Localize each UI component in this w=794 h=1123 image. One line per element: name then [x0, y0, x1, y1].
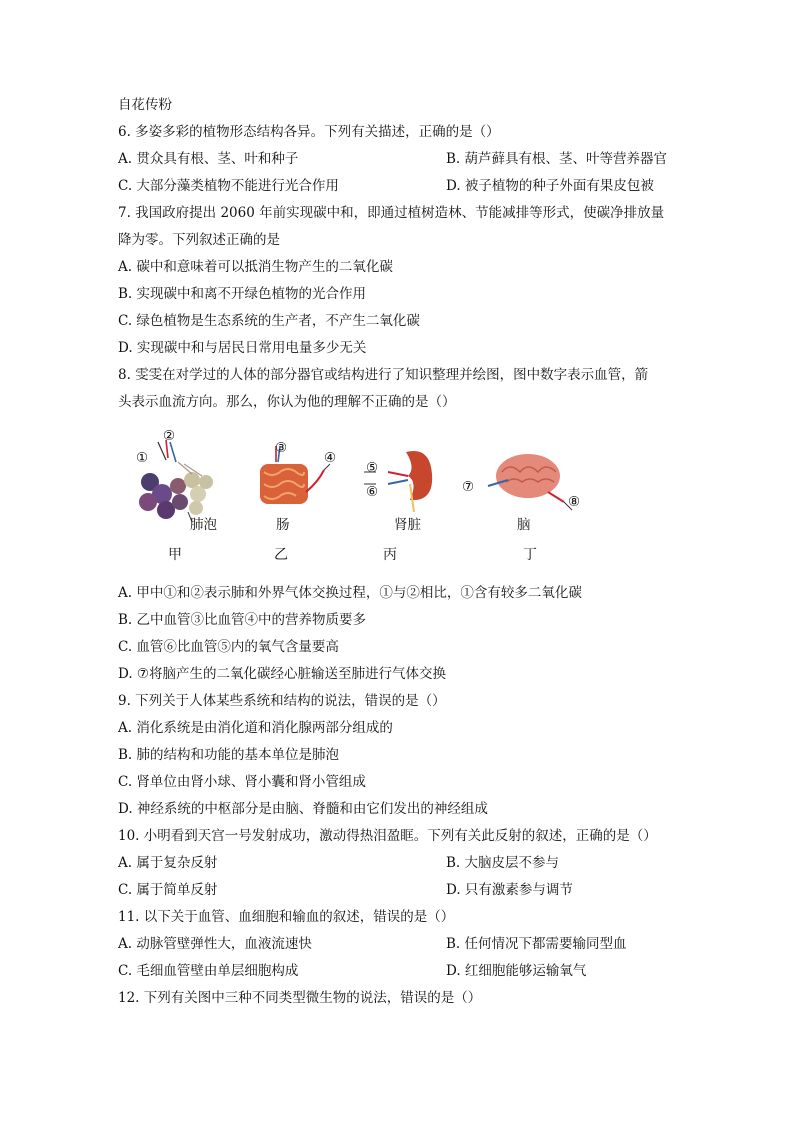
brain-illustration: [488, 454, 572, 510]
question-6: 6. 多姿多彩的植物形态结构各异。下列有关描述，正确的是（）: [118, 124, 500, 140]
question-12: 12. 下列有关图中三种不同类型微生物的说法，错误的是（）: [118, 990, 482, 1006]
label-3: ③: [275, 440, 288, 456]
question-11: 11. 以下关于血管、血细胞和输血的叙述，错误的是（）: [118, 909, 455, 925]
label-alveoli: 肺泡: [190, 517, 217, 533]
option-11c: C. 毛细血管壁由单层细胞构成: [118, 963, 299, 979]
option-7c: C. 绿色植物是生态系统的生产者，不产生二氧化碳: [118, 313, 420, 329]
label-intestine: 肠: [276, 517, 290, 533]
question-7: 7. 我国政府提出 2060 年前实现碳中和，即通过植树造林、节能减排等形式，使碳净排放量: [118, 205, 665, 221]
option-11d: D. 红细胞能够运输氧气: [446, 963, 587, 979]
label-kidney: 肾脏: [394, 517, 421, 533]
label-brain: 脑: [517, 517, 531, 533]
label-1: ①: [136, 450, 149, 466]
caption-yi: 乙: [274, 547, 288, 563]
option-8d: D. ⑦将脑产生的二氧化碳经心脏输送至肺进行气体交换: [118, 666, 447, 682]
caption-bing: 丙: [383, 547, 397, 563]
label-6: ⑥: [366, 484, 379, 500]
label-5: ⑤: [366, 460, 379, 476]
option-7a: A. 碳中和意味着可以抵消生物产生的二氧化碳: [118, 259, 393, 275]
option-7b: B. 实现碳中和离不开绿色植物的光合作用: [118, 286, 367, 302]
option-10b: B. 大脑皮层不参与: [446, 855, 560, 871]
option-9c: C. 肾单位由肾小球、肾小囊和肾小管组成: [118, 774, 366, 790]
option-11b: B. 任何情况下都需要输同型血: [446, 936, 627, 952]
option-6a: A. 贯众具有根、茎、叶和种子: [118, 151, 299, 167]
question-8: 8. 雯雯在对学过的人体的部分器官或结构进行了知识整理并绘图，图中数字表示血管，箭: [118, 367, 649, 383]
question-10: 10. 小明看到天宫一号发射成功，激动得热泪盈眶。下列有关此反射的叙述，正确的是（）: [118, 828, 657, 844]
text-line: 自花传粉: [118, 97, 172, 113]
organ-figure: [118, 422, 598, 572]
option-10c: C. 属于简单反射: [118, 882, 218, 898]
option-10a: A. 属于复杂反射: [118, 855, 218, 871]
option-9b: B. 肺的结构和功能的基本单位是肺泡: [118, 747, 340, 763]
question-9: 9. 下列关于人体某些系统和结构的说法，错误的是（）: [118, 693, 446, 709]
label-4: ④: [324, 450, 337, 466]
intestine-illustration: [260, 446, 330, 504]
option-6b: B. 葫芦藓具有根、茎、叶等营养器官: [446, 151, 668, 167]
caption-ding: 丁: [523, 547, 537, 563]
label-8: ⑧: [568, 494, 581, 510]
option-11a: A. 动脉管壁弹性大，血液流速快: [118, 936, 312, 952]
option-10d: D. 只有激素参与调节: [446, 882, 573, 898]
option-9a: A. 消化系统是由消化道和消化腺两部分组成的: [118, 720, 393, 736]
label-2: ②: [163, 428, 176, 444]
label-7: ⑦: [462, 479, 475, 495]
alveoli-illustration: [139, 440, 213, 522]
option-6c: C. 大部分藻类植物不能进行光合作用: [118, 178, 339, 194]
question-8-cont: 头表示血流方向。那么，你认为他的理解不正确的是（）: [118, 394, 456, 410]
option-8b: B. 乙中血管③比血管④中的营养物质要多: [118, 612, 367, 628]
option-7d: D. 实现碳中和与居民日常用电量多少无关: [118, 340, 367, 356]
option-8c: C. 血管⑥比血管⑤内的氧气含量要高: [118, 639, 339, 655]
option-6d: D. 被子植物的种子外面有果皮包被: [446, 178, 654, 194]
option-9d: D. 神经系统的中枢部分是由脑、脊髓和由它们发出的神经组成: [118, 801, 488, 817]
question-7-cont: 降为零。下列叙述正确的是: [118, 232, 280, 248]
option-8a: A. 甲中①和②表示肺和外界气体交换过程，①与②相比，①含有较多二氧化碳: [118, 585, 582, 601]
caption-jia: 甲: [168, 547, 182, 563]
